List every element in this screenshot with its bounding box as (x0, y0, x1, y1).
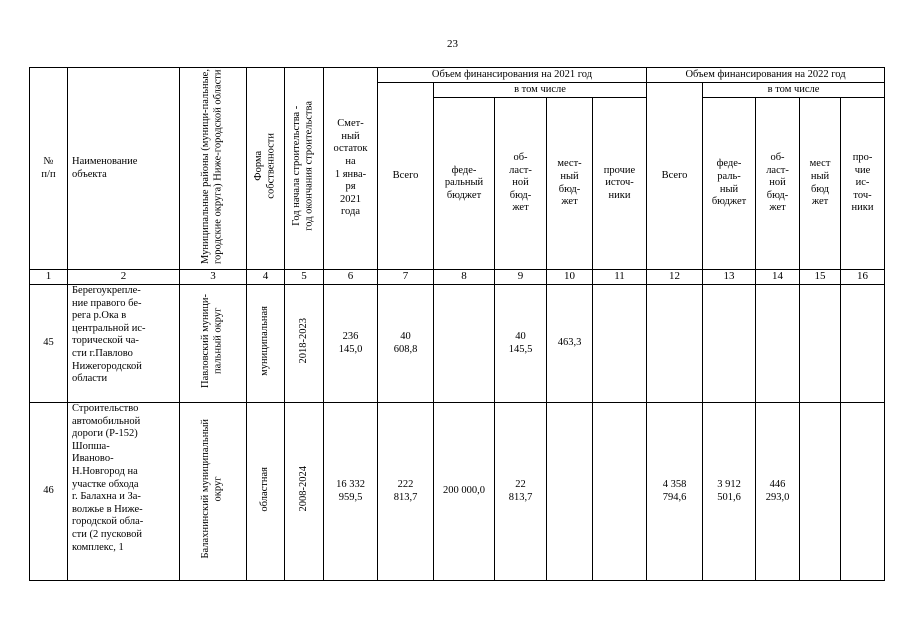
header-total-2021: Всего (378, 83, 434, 270)
header-fin-2022: Объем финансирования на 2022 год (647, 68, 885, 83)
header-regional-2021: об- ласт- ной бюд- жет (495, 98, 547, 270)
row-local-2022 (800, 403, 841, 581)
header-districts: Муниципальные районы (муници-пальные, городские округа) Ниже-городской области (200, 68, 224, 264)
row-federal-2022 (703, 285, 756, 403)
header-estimate: Смет- ный остаток на 1 янва- ря 2021 года (324, 68, 378, 270)
header-row-1 (30, 68, 885, 83)
row-years: 2008-2024 (297, 466, 309, 512)
row-no: 45 (30, 285, 68, 403)
table-row (30, 403, 885, 581)
column-number: 11 (593, 270, 647, 285)
header-ownership: Форма собственности (252, 133, 277, 200)
row-ownership-cell (247, 285, 285, 403)
row-federal-2022: 3 912 501,6 (703, 403, 756, 581)
header-local-2022: мест ный бюд жет (800, 98, 841, 270)
row-ownership-cell (247, 403, 285, 581)
column-number: 14 (756, 270, 800, 285)
row-local-2022 (800, 285, 841, 403)
header-years: Год начала строительства - год окончания строительства (291, 101, 315, 232)
row-other-2022 (841, 403, 885, 581)
header-other-2022: про- чие ис- точ- ники (841, 98, 885, 270)
column-number: 12 (647, 270, 703, 285)
row-federal-2021 (434, 285, 495, 403)
row-district: Балахнинский муниципальный округ (200, 419, 224, 559)
column-number: 9 (495, 270, 547, 285)
row-district: Павловский муници- пальный округ (200, 294, 224, 389)
header-object-name: Наименование объекта (68, 68, 180, 270)
header-total-2022: Всего (647, 83, 703, 270)
row-years-cell (285, 285, 324, 403)
header-no: № п/п (30, 68, 68, 270)
column-number: 2 (68, 270, 180, 285)
column-number: 15 (800, 270, 841, 285)
column-number: 7 (378, 270, 434, 285)
row-regional-2021: 40 145,5 (495, 285, 547, 403)
column-number: 13 (703, 270, 756, 285)
header-other-2021: прочие источ- ники (593, 98, 647, 270)
row-total-2021: 40 608,8 (378, 285, 434, 403)
column-number-row (30, 270, 885, 285)
row-object-name: Строительство автомобильной дороги (Р-152) Шопша- Иваново- Н.Новгород на участке обхода г. Балахна и За- волжье в Ниже- городской обла- сти (2 пусковой комплекс, 1 (68, 403, 180, 581)
row-total-2021: 222 813,7 (378, 403, 434, 581)
row-federal-2021: 200 000,0 (434, 403, 495, 581)
row-no: 46 (30, 403, 68, 581)
row-estimate: 16 332 959,5 (324, 403, 378, 581)
column-number: 3 (180, 270, 247, 285)
row-district-cell (180, 403, 247, 581)
row-other-2021 (593, 403, 647, 581)
row-local-2021: 463,3 (547, 285, 593, 403)
header-local-2021: мест- ный бюд- жет (547, 98, 593, 270)
row-ownership: муниципальная (259, 306, 271, 377)
column-number: 10 (547, 270, 593, 285)
row-other-2021 (593, 285, 647, 403)
header-districts-cell (180, 68, 247, 270)
column-number: 8 (434, 270, 495, 285)
row-ownership: областная (259, 466, 271, 512)
column-number: 4 (247, 270, 285, 285)
row-regional-2021: 22 813,7 (495, 403, 547, 581)
column-number: 16 (841, 270, 885, 285)
row-district-cell (180, 285, 247, 403)
row-other-2022 (841, 285, 885, 403)
row-total-2022: 4 358 794,6 (647, 403, 703, 581)
row-years: 2018-2023 (297, 318, 309, 364)
row-estimate: 236 145,0 (324, 285, 378, 403)
header-fin-2021: Объем финансирования на 2021 год (378, 68, 647, 83)
row-local-2021 (547, 403, 593, 581)
row-regional-2022: 446 293,0 (756, 403, 800, 581)
row-object-name: Берегоукрепле- ние правого бе- рега р.Ока в центральной ис- торической ча- сти г.Павлово Нижегородской области (68, 285, 180, 403)
header-incl-2021: в том числе (434, 83, 647, 98)
financing-table (29, 67, 885, 581)
page-number: 23 (447, 38, 458, 50)
header-regional-2022: об- ласт- ной бюд- жет (756, 98, 800, 270)
header-incl-2022: в том числе (703, 83, 885, 98)
column-number: 5 (285, 270, 324, 285)
header-ownership-cell (247, 68, 285, 270)
row-total-2022 (647, 285, 703, 403)
column-number: 6 (324, 270, 378, 285)
header-federal-2022: феде- раль- ный бюджет (703, 98, 756, 270)
column-number: 1 (30, 270, 68, 285)
row-years-cell (285, 403, 324, 581)
table-row (30, 285, 885, 403)
header-years-cell (285, 68, 324, 270)
row-regional-2022 (756, 285, 800, 403)
header-federal-2021: феде- ральный бюджет (434, 98, 495, 270)
